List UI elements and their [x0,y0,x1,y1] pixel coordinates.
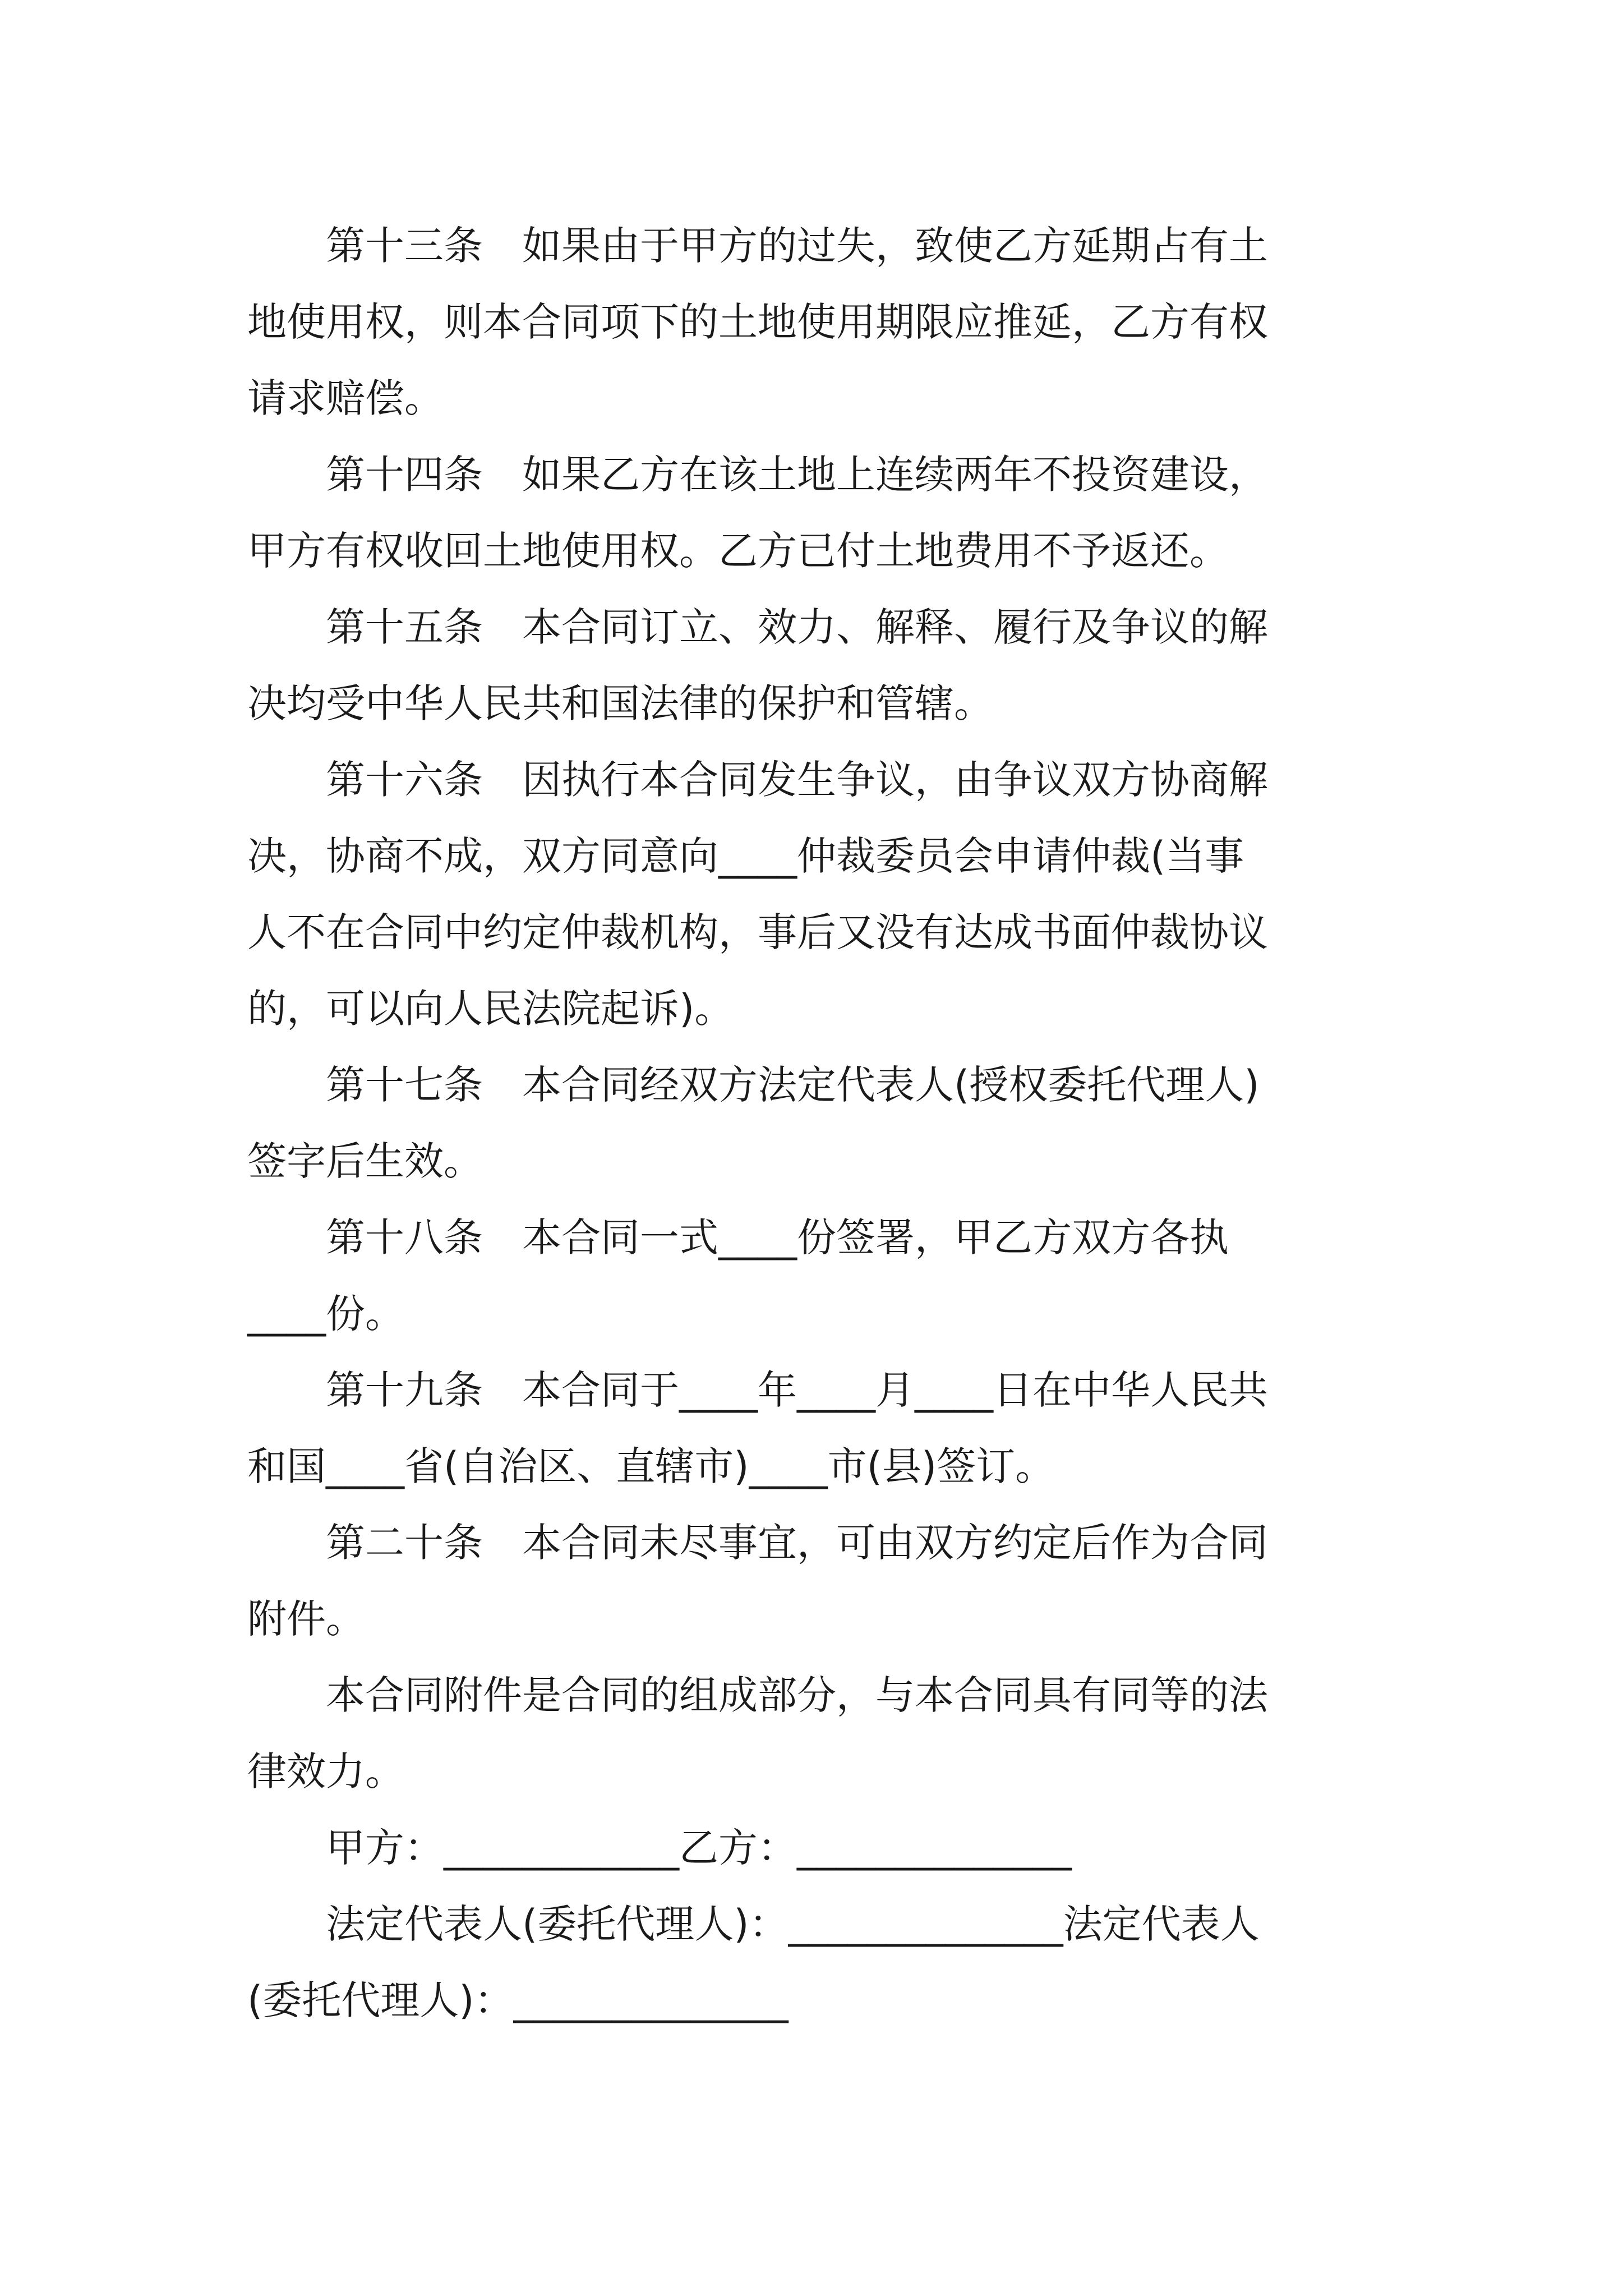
text-line: 决均受中华人民共和国法律的保护和管辖。 [247,680,993,726]
text-line: 附件。 [247,1596,365,1642]
text-line: 甲方：____________乙方：______________ [247,1825,1072,1871]
text-line: 第十六条 因执行本合同发生争议，由争议双方协商解 [247,757,1268,803]
text-line: 请求赔偿。 [247,375,444,421]
text-line: 第二十条 本合同未尽事宜，可由双方约定后作为合同 [247,1520,1268,1566]
text-line: 甲方有权收回土地使用权。乙方已付土地费用不予返还。 [247,528,1229,574]
text-line: 决，协商不成，双方同意向____仲裁委员会申请仲裁(当事 [247,833,1244,879]
text-line: 和国____省(自治区、直辖市)____市(县)签订。 [247,1443,1055,1489]
text-line: 地使用权，则本合同项下的土地使用期限应推延，乙方有权 [247,299,1268,345]
text-line: 的，可以向人民法院起诉)。 [247,986,734,1032]
text-line: 法定代表人(委托代理人)：______________法定代表人 [247,1901,1260,1947]
text-line: 第十三条 如果由于甲方的过失，致使乙方延期占有土 [247,223,1268,269]
text-line: (委托代理人)：______________ [247,1977,789,2023]
text-line: 第十七条 本合同经双方法定代表人(授权委托代理人) [247,1062,1260,1108]
text-line: 第十五条 本合同订立、效力、解释、履行及争议的解 [247,604,1268,650]
text-line: 律效力。 [247,1749,404,1795]
text-line: 人不在合同中约定仲裁机构，事后又没有达成书面仲裁协议 [247,909,1268,955]
text-line: 签字后生效。 [247,1138,483,1184]
text-line: ____份。 [247,1291,404,1337]
text-line: 第十四条 如果乙方在该土地上连续两年不投资建设， [247,452,1268,498]
text-line: 第十八条 本合同一式____份签署，甲乙方双方各执 [247,1214,1229,1260]
text-line: 本合同附件是合同的组成部分，与本合同具有同等的法 [247,1672,1268,1718]
text-line: 第十九条 本合同于____年____月____日在中华人民共 [247,1367,1268,1413]
